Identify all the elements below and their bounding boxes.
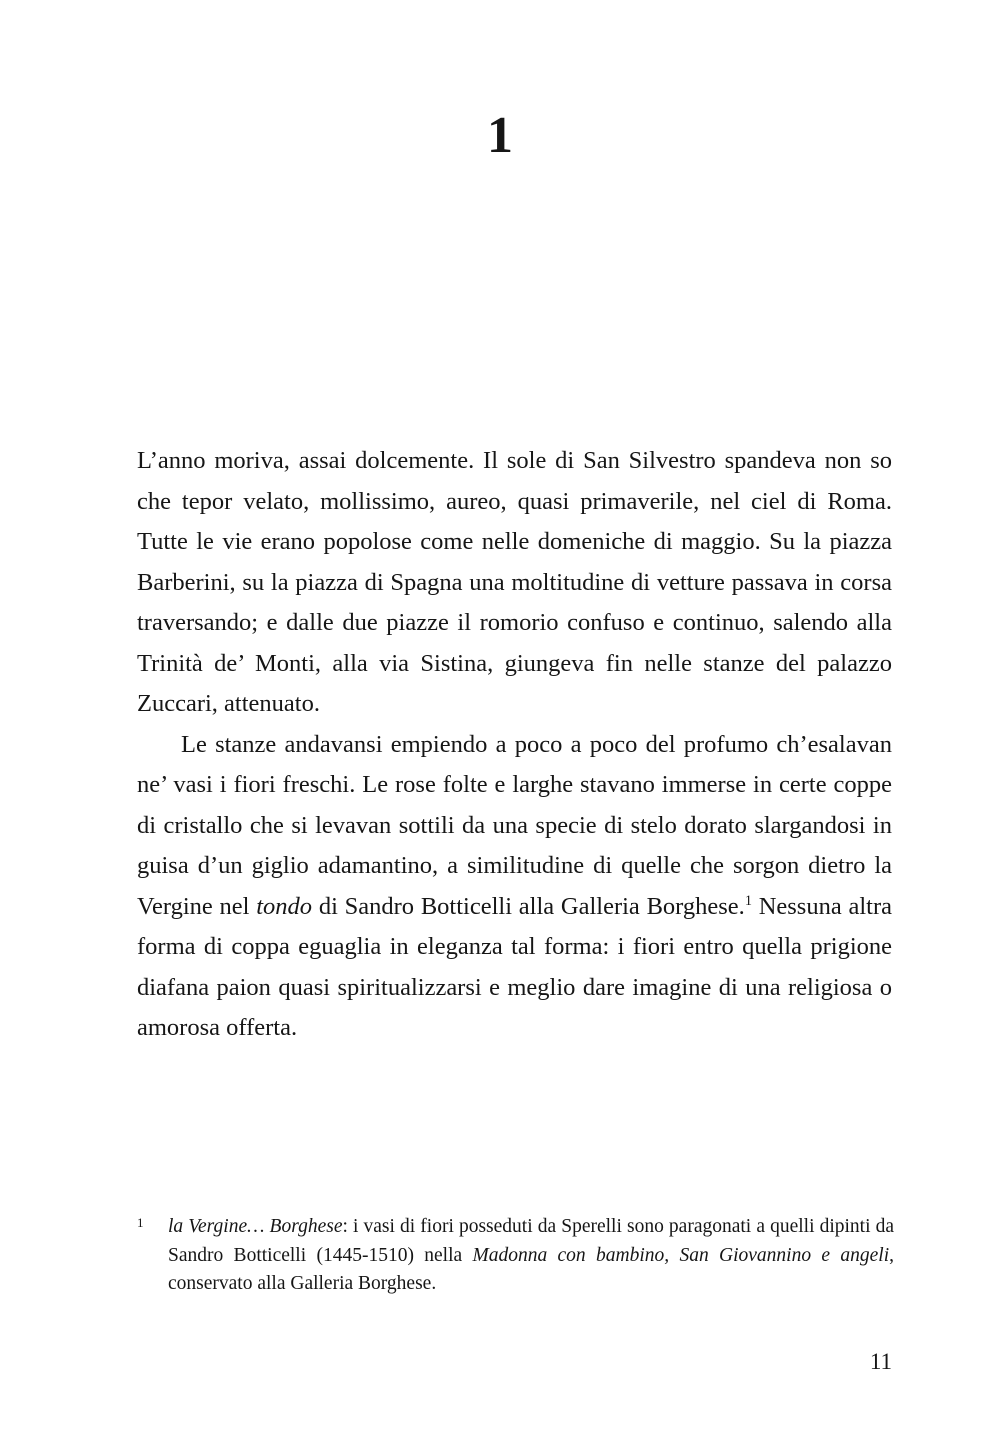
paragraph [137,725,892,1049]
footnote [137,1213,894,1299]
paragraph [137,441,892,725]
footnote-reference: 1 [744,892,752,909]
body-text [137,441,892,1049]
footnote-marker: 1 [137,1215,144,1230]
text-run: la Vergine… Borghese [168,1216,343,1237]
text-run: Le stanze andavansi empiendo a poco a poco del profumo ch’esalavan ne’ vasi i fiori freschi. Le rose folte e larghe stavano immerse in certe coppe di cristallo che si levavan sottili da una specie di stelo dorato slargandosi in guisa d’un giglio adamantino, a similitudine di quelle che sorgon dietro la Vergine nel [137,730,892,920]
footnote-text [168,1216,894,1294]
text-run: , conservato alla Galleria Borghese. [168,1244,894,1294]
text-run: L’anno moriva, assai dolcemente. Il sole di San Silvestro spandeva non so che tepor velato, mollissimo, aureo, quasi primaverile, nel ciel di Roma. Tutte le vie erano popolose come nelle domeniche di maggio. Su la piazza Barberini, su la piazza di Spagna una moltitudine di vetture passava in corsa traversando; e dalle due piazze il romorio confuso e continuo, salendo alla Trinità de’ Monti, alla via Sistina, giungeva fin nelle stanze del palazzo Zuccari, attenuato. [137,447,892,717]
page-number: 11 [869,1349,892,1374]
text-run: Madonna con bambino, San Giovannino e angeli [472,1244,890,1266]
chapter-number: 1 [487,107,513,164]
text-run: : i vasi di fiori posseduti da Sperelli sono paragonati a quelli dipinti da Sandro Botticelli (1445-1510) nella [168,1216,895,1266]
text-run: Nessuna altra forma di coppa eguaglia in eleganza tal forma: i fiori entro quella prigione diafana paion quasi spiritualizzarsi e meglio dare imagine di una religiosa o amorosa offerta. [137,892,892,1041]
text-run: di Sandro Botticelli alla Galleria Borghese. [312,892,745,920]
text-run: tondo [256,892,313,920]
